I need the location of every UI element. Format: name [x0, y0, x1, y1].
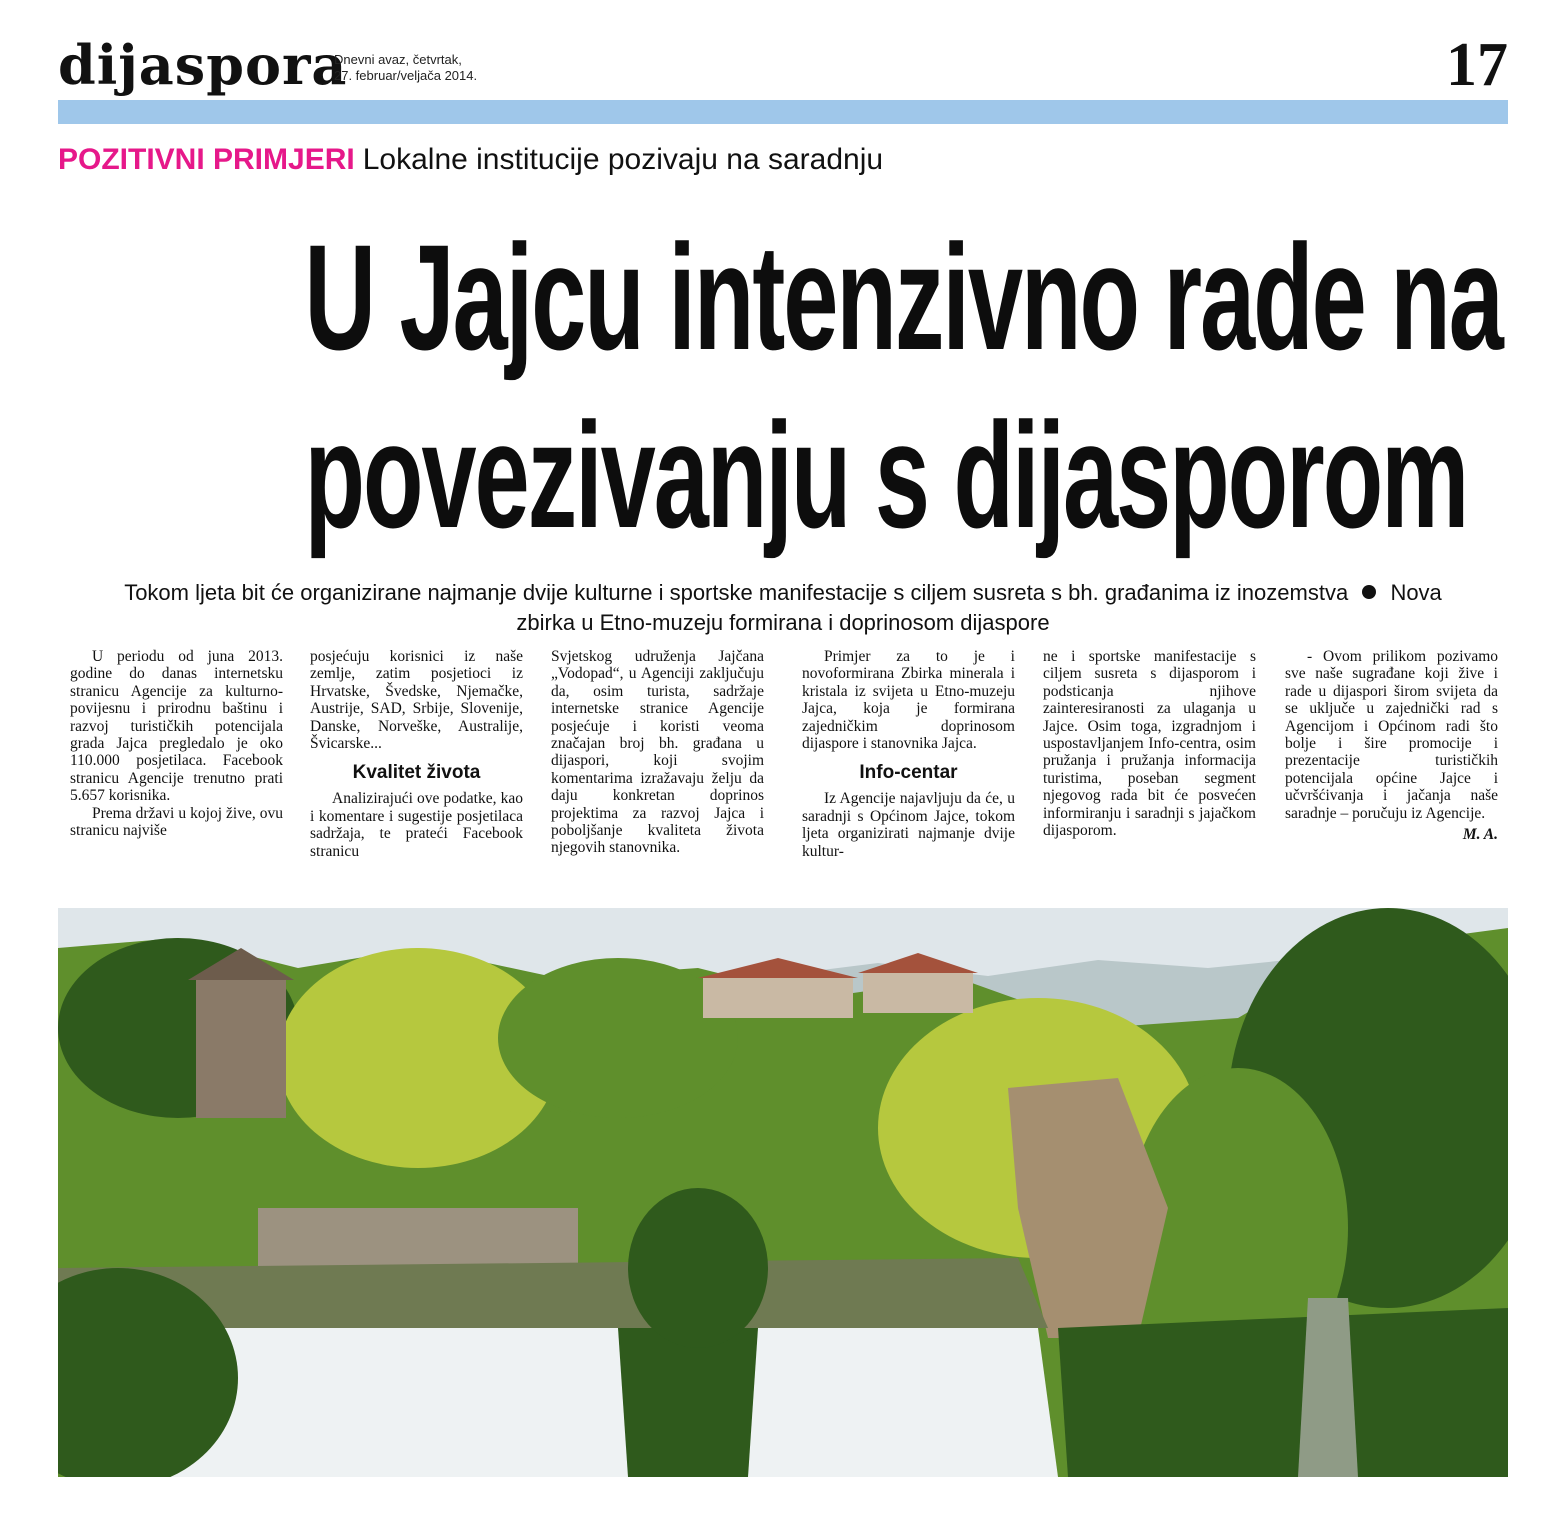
kicker — [58, 140, 1508, 180]
paragraph: Iz Agencije najavljuju da će, u saradnji s Općinom Jajce, tokom ljeta organizirati najmanje dvije kultur- — [802, 790, 1015, 860]
bullet-icon — [1362, 585, 1376, 599]
paragraph: - Ovom prilikom pozivamo sve naše sugrađane koji žive i rade u dijaspori širom svijeta da se uključe u zajednički rad s Agencijom i Općinom radi što bolje i šire promocije i prezentacije turističkih potencijala općine Jajce i učvršćivanja i jačanja naše saradnje – poručuju iz Agencije. — [1285, 648, 1498, 822]
masthead — [58, 30, 1508, 100]
issue-line-2: 27. februar/veljača 2014. — [334, 68, 478, 83]
article-body — [70, 648, 1500, 910]
paragraph: Primjer za to je i novoformirana Zbirka minerala i kristala iz svijeta u Etno-muzeju Jajca, koja je formirana zajedničkim doprinosom dijaspore i stanovnika Jajca. — [802, 648, 1015, 753]
kicker-text: Lokalne institucije pozivaju na saradnju — [362, 143, 884, 176]
column-4 — [802, 648, 1015, 860]
paragraph: Analizirajući ove podatke, kao i komentare i sugestije posjetilaca sadržaja, te prateći Facebook stranicu — [310, 790, 523, 860]
section-title: dijaspora — [58, 33, 348, 97]
deck — [110, 578, 1456, 638]
column-2 — [310, 648, 523, 860]
stone-tower — [196, 978, 286, 1118]
subheading: Kvalitet života — [352, 762, 481, 784]
page-number: 17 — [1446, 31, 1508, 99]
waterfall — [98, 1328, 1058, 1477]
subheading: Info-centar — [859, 762, 958, 784]
paragraph: ne i sportske manifestacije s ciljem susreta s dijasporom i podsticanja njihove zainteresiranosti za ulaganja u Jajce. Osim toga, izgradnjom i uspostavljanjem Info-centra, osim pružanja i pružanja informacija turistima, poseban segment njegovog rada bit će posvećen informiranju i saradnji s jajačkom dijasporom. — [1043, 648, 1256, 840]
headline-line-2: povezivanju s dijasporom — [304, 391, 1468, 559]
section-color-bar — [58, 100, 1508, 124]
issue-info — [334, 52, 477, 84]
headline-line-1: U Jajcu intenzivno rade na — [304, 213, 1502, 381]
column-1 — [70, 648, 283, 839]
waterfall-illustration — [58, 908, 1508, 1477]
byline: M. A. — [1462, 826, 1498, 844]
paragraph: Prema državi u kojoj žive, ovu stranicu najviše — [70, 804, 283, 840]
deck-part-2: Nova zbirka u Etno-muzeju formirana i doprinosom dijaspore — [516, 580, 1442, 635]
waterfall-photo — [58, 908, 1508, 1477]
kicker-tag: POZITIVNI PRIMJERI — [58, 143, 355, 176]
paragraph: U periodu od juna 2013. godine do danas internetsku stranicu Agencije za kulturno-povijesnu i prirodnu baštinu i razvoj turističkih potencijala grada Jajca pregledalo je oko 110.000 posjetilaca. Facebook stranicu Agencije trenutno prati 5.657 korisnika. — [70, 648, 283, 805]
issue-line-1: Dnevni avaz, četvrtak, — [334, 52, 462, 67]
paragraph: posjećuju korisnici iz naše zemlje, zatim posjetioci iz Hrvatske, Švedske, Njemačke, Austrije, SAD, Srbije, Slovenije, Danske, Norveške, Australije, Švicarske... — [310, 648, 523, 753]
column-6 — [1285, 648, 1498, 843]
column-5 — [1043, 648, 1256, 839]
headline — [304, 208, 1502, 564]
paragraph: Svjetskog udruženja Jajčana „Vodopad“, u Agenciji zaključuju da, osim turista, sadržaje internetske stranice Agencije posjećuje i koristi veoma značajan broj bh. građana u dijaspori, koji svojim komentarima izražavaju želju da daju konkretan doprinos projektima za razvoj Jajca i poboljšanje kvaliteta života njegovih stanovnika. — [551, 648, 764, 857]
column-3 — [551, 648, 764, 857]
deck-part-1: Tokom ljeta bit će organizirane najmanje dvije kulturne i sportske manifestacije s ciljem susreta s bh. građanima iz inozemstva — [124, 580, 1349, 605]
